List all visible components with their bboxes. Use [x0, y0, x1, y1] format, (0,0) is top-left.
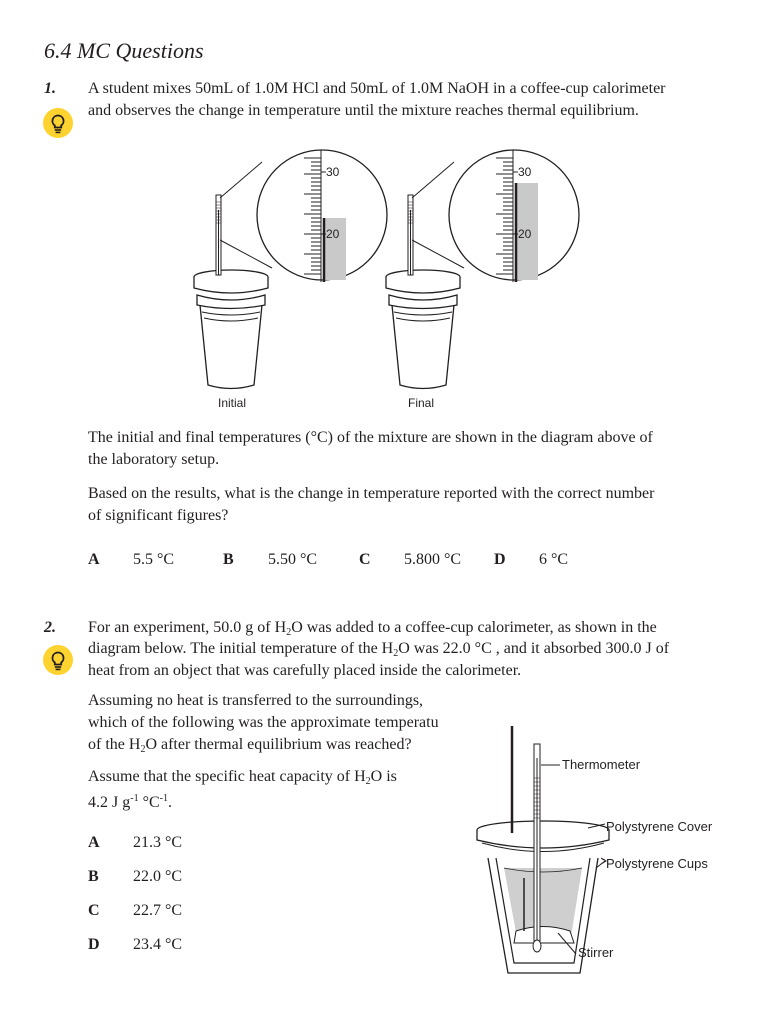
- q2-option-b-letter[interactable]: B: [88, 868, 99, 885]
- q2-option-a-letter[interactable]: A: [88, 834, 100, 851]
- initial-tick-20: 20: [326, 227, 340, 241]
- final-caption: Final: [408, 396, 435, 410]
- q1-option-d-value[interactable]: 6 °C: [539, 551, 569, 568]
- question-1-text-line-1: A student mixes 50mL of 1.0M HCl and 50mL of 1.0M NaOH in a coffee-cup calorimeter: [88, 80, 666, 97]
- q2-option-d-value[interactable]: 23.4 °C: [133, 936, 183, 953]
- final-tick-30: 30: [518, 165, 532, 179]
- question-1-para-2-line-2: the laboratory setup.: [88, 451, 220, 468]
- question-1-text-line-2: and observes the change in temperature until the mixture reaches thermal equilibrium.: [88, 102, 639, 119]
- q2-option-c-letter[interactable]: C: [88, 902, 100, 919]
- final-magnifier: [449, 150, 579, 282]
- q2-option-b-value[interactable]: 22.0 °C: [133, 868, 183, 885]
- question-2-line-1: For an experiment, 50.0 g of $H_2O$ was added to a coffee-cup calorimeter, as shown in the: [88, 619, 657, 638]
- section-title: 6.4 MC Questions: [44, 38, 204, 63]
- q2-option-a-value[interactable]: 21.3 °C: [133, 834, 183, 851]
- final-tick-20: 20: [518, 227, 532, 241]
- calorimeter-figure: [180, 140, 600, 415]
- q1-option-b-value[interactable]: 5.50 °C: [268, 551, 318, 568]
- question-2-line-2: diagram below. The initial temperature of the $H_2O$ was 22.0 °C , and it absorbed 300.0 J of: [88, 640, 670, 659]
- hint-lightbulb-icon-2[interactable]: [43, 645, 73, 675]
- q1-option-c-letter[interactable]: C: [359, 551, 371, 568]
- initial-cup: [194, 195, 268, 389]
- q1-option-a-value[interactable]: 5.5 °C: [133, 551, 175, 568]
- hint-lightbulb-icon[interactable]: [43, 108, 73, 138]
- q1-option-b-letter[interactable]: B: [223, 551, 234, 568]
- q1-option-c-value[interactable]: 5.800 °C: [404, 551, 462, 568]
- question-2-para-2-line-3: of the $H_2O$ after thermal equilibrium was reached?: [88, 736, 412, 755]
- initial-magnifier: [257, 150, 387, 282]
- initial-tick-30: 30: [326, 165, 340, 179]
- question-2-line-3: heat from an object that was carefully placed inside the calorimeter.: [88, 662, 522, 679]
- polystyrene-cups-label: Polystyrene Cups: [606, 856, 708, 871]
- question-2-para-3-line-2: 4.2 J $g^{-1}$ $^\circ C^{-1}$.: [88, 793, 172, 811]
- question-2-para-3-line-1: Assume that the specific heat capacity of $H_2O$ is: [88, 768, 397, 787]
- q2-option-c-value[interactable]: 22.7 °C: [133, 902, 183, 919]
- question-1-number: 1.: [44, 80, 56, 97]
- question-2-number: 2.: [44, 619, 56, 636]
- question-1-para-3-line-2: of significant figures?: [88, 507, 229, 524]
- thermometer-label: Thermometer: [562, 757, 641, 772]
- q1-option-a-letter[interactable]: A: [88, 551, 100, 568]
- question-1-para-2-line-1: The initial and final temperatures (°C) of the mixture are shown in the diagram above of: [88, 429, 653, 446]
- question-2-para-2-line-2: which of the following was the approximate temperatu: [88, 714, 439, 731]
- question-2-para-2-line-1: Assuming no heat is transferred to the surroundings,: [88, 692, 424, 709]
- final-cup: [386, 195, 460, 389]
- q1-option-d-letter[interactable]: D: [494, 551, 506, 568]
- stirrer-label: Stirrer: [578, 945, 614, 960]
- question-1-para-3-line-1: Based on the results, what is the change in temperature reported with the correct number: [88, 485, 655, 502]
- q2-option-d-letter[interactable]: D: [88, 936, 100, 953]
- polystyrene-cover-label: Polystyrene Cover: [606, 819, 713, 834]
- initial-caption: Initial: [218, 396, 247, 410]
